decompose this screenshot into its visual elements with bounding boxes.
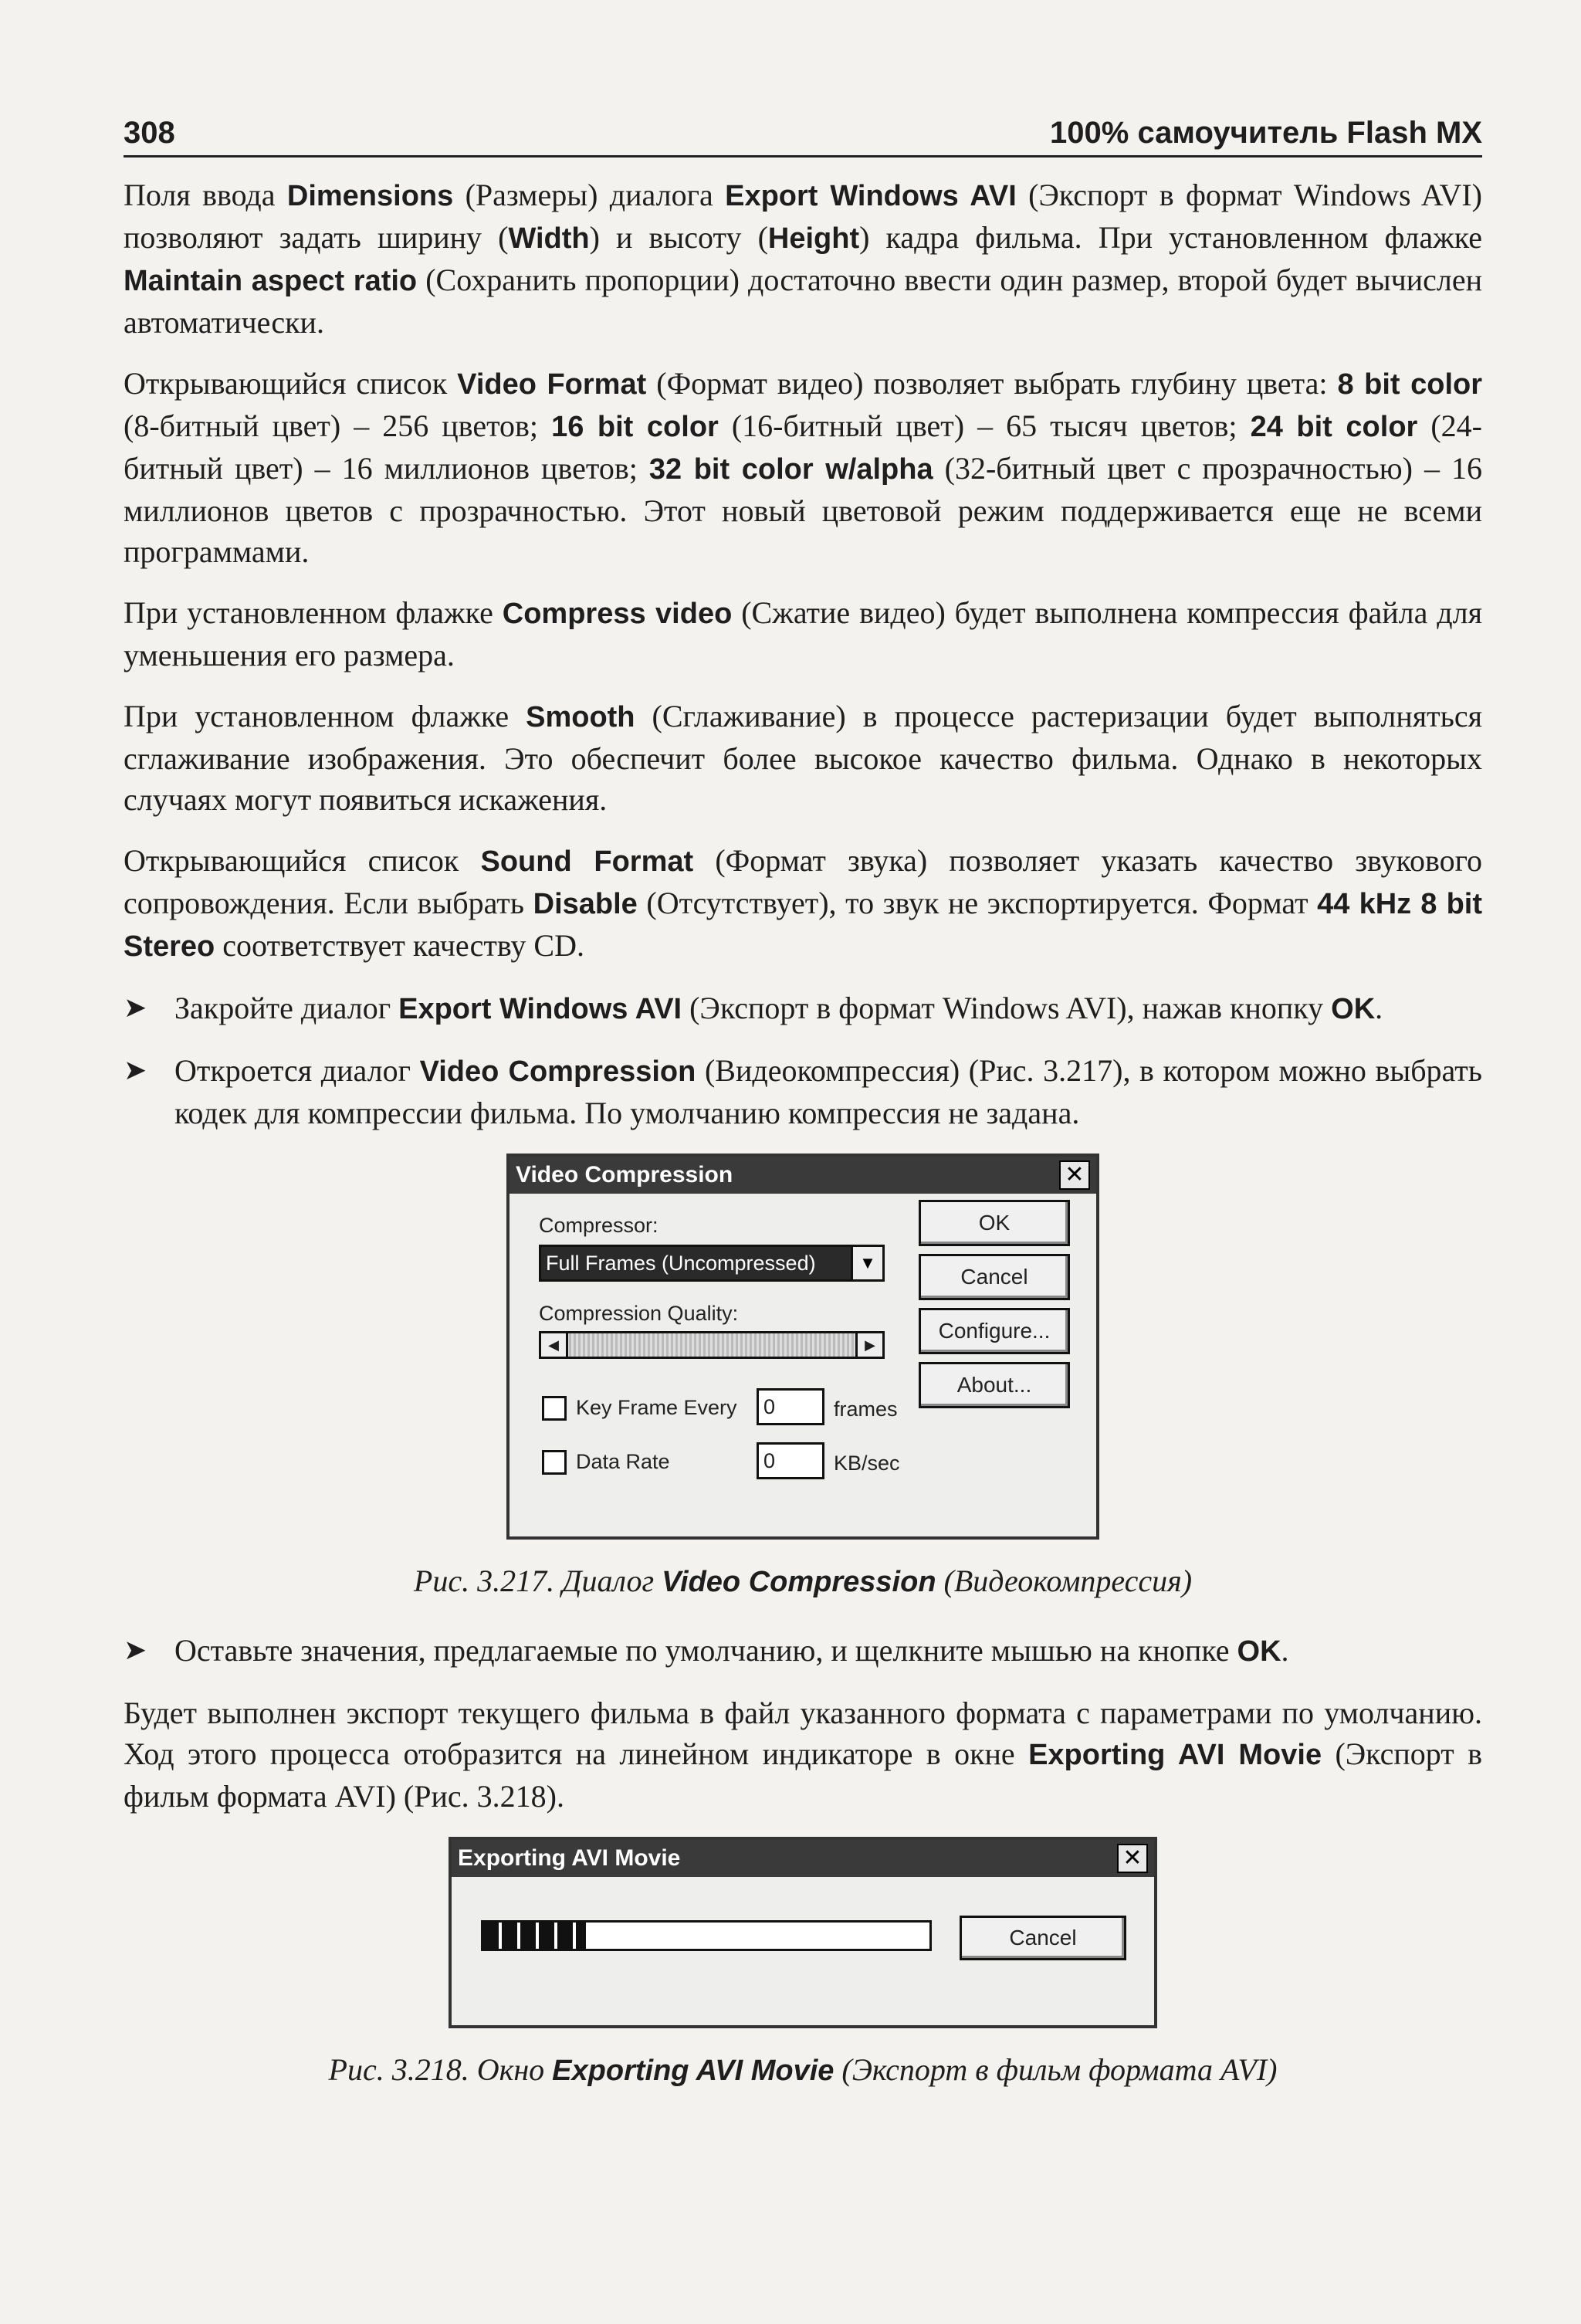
ok-button[interactable]: OK — [919, 1200, 1070, 1246]
bullet-video-compression: ➤ Откроется диалог Video Compression (Видеокомпрессия) (Рис. 3.217), в котором можно выбрать кодек для компрессии фильма. По умолчанию компрессия не задана. — [124, 1050, 1482, 1133]
data-rate-input[interactable]: 0 — [757, 1442, 824, 1479]
key-frame-label: Key Frame Every — [576, 1396, 737, 1419]
data-rate-checkbox[interactable] — [542, 1450, 567, 1475]
data-rate-unit: KB/sec — [834, 1452, 900, 1475]
cancel-button[interactable]: Cancel — [960, 1916, 1126, 1960]
paragraph-dimensions: Поля ввода Dimensions (Размеры) диалога Export Windows AVI (Экспорт в формат Windows AVI) позволяют задать ширину (Width) и высоту (Height) кадра фильма. При установленном флажке Maintain aspect ratio (Сохранить пропорции) достаточно ввести один размер, второй будет вычислен автоматически. — [124, 178, 1483, 340]
compressor-value: Full Frames (Uncompressed) — [546, 1251, 816, 1275]
book-page — [124, 116, 1482, 2119]
bullet-click-ok: ➤ Оставьте значения, предлагаемые по умолчанию, и щелкните мышью на кнопке OK. — [124, 1630, 1482, 1672]
quality-scrollbar[interactable] — [539, 1331, 885, 1359]
dialog-titlebar — [452, 1840, 1154, 1877]
dialog-titlebar — [510, 1157, 1096, 1194]
configure-button[interactable]: Configure... — [919, 1308, 1070, 1354]
paragraph-video-format: Открывающийся список Video Format (Формат видео) позволяет выбрать глубину цвета: 8 bit color (8-битный цвет) – 256 цветов; 16 bit color (16-битный цвет) – 65 тысяч цветов; 24 bit color (24-битный цвет) – 16 миллионов цветов; 32 bit color w/alpha (32-битный цвет с прозрачностью) – 16 миллионов цветов с прозрачностью. Этот новый цветовой режим поддерживается еще не всеми программами. — [124, 366, 1483, 569]
compressor-label: Compressor: — [539, 1214, 658, 1237]
arrow-bullet-icon: ➤ — [124, 992, 147, 1023]
close-icon[interactable]: ✕ — [1117, 1844, 1148, 1873]
key-frame-checkbox[interactable] — [542, 1396, 567, 1421]
scroll-left-icon[interactable]: ◀ — [541, 1333, 568, 1357]
key-frame-unit: frames — [834, 1397, 898, 1421]
paragraph-sound-format: Открывающийся список Sound Format (Формат звука) позволяет указать качество звукового сопровождения. Если выбрать Disable (Отсутствует), то звук не экспортируется. Формат 44 kHz 8 bit Stereo соответствует качеству CD. — [124, 843, 1483, 963]
page-header — [124, 116, 1482, 158]
page-number: 308 — [124, 116, 175, 150]
paragraph-compress-video: При установленном флажке Compress video (Сжатие видео) будет выполнена компрессия файла для уменьшения его размера. — [124, 595, 1482, 672]
video-compression-dialog — [506, 1154, 1099, 1540]
book-title: 100% самоучитель Flash MX — [1050, 116, 1482, 150]
arrow-bullet-icon: ➤ — [124, 1055, 147, 1086]
dialog-title: Exporting AVI Movie — [458, 1845, 681, 1871]
chevron-down-icon: ▼ — [851, 1247, 882, 1279]
exporting-avi-dialog — [449, 1837, 1157, 2028]
paragraph-smooth: При установленном флажке Smooth (Сглаживание) в процессе растеризации будет выполняться сглаживание изображения. Это обеспечит более высокое качество фильма. Однако в некоторых случаях могут появиться искажения. — [124, 699, 1482, 817]
figure-caption-3-217: Рис. 3.217. Диалог Video Compression (Видеокомпрессия) — [413, 1563, 1193, 1598]
key-frame-input[interactable]: 0 — [757, 1388, 824, 1425]
scroll-right-icon[interactable]: ▶ — [855, 1333, 882, 1357]
paragraph-export-progress: Будет выполнен экспорт текущего фильма в файл указанного формата с параметрами по умолчанию. Ход этого процесса отобразится на линейном индикаторе в окне Exporting AVI Movie (Экспорт в фильм формата AVI) (Рис. 3.218). — [124, 1696, 1483, 1814]
close-icon[interactable]: ✕ — [1059, 1160, 1090, 1190]
progress-fill — [483, 1923, 586, 1949]
data-rate-label: Data Rate — [576, 1450, 670, 1473]
bullet-close-dialog: ➤ Закройте диалог Export Windows AVI (Экспорт в формат Windows AVI), нажав кнопку OK. — [124, 988, 1482, 1030]
compressor-dropdown[interactable] — [539, 1245, 885, 1282]
arrow-bullet-icon: ➤ — [124, 1635, 147, 1665]
about-button[interactable]: About... — [919, 1362, 1070, 1408]
dialog-title: Video Compression — [516, 1162, 733, 1187]
figure-caption-3-218: Рис. 3.218. Окно Exporting AVI Movie (Экспорт в фильм формата AVI) — [328, 2052, 1278, 2087]
progress-bar — [481, 1920, 932, 1951]
compression-quality-label: Compression Quality: — [539, 1302, 739, 1325]
cancel-button[interactable]: Cancel — [919, 1254, 1070, 1300]
